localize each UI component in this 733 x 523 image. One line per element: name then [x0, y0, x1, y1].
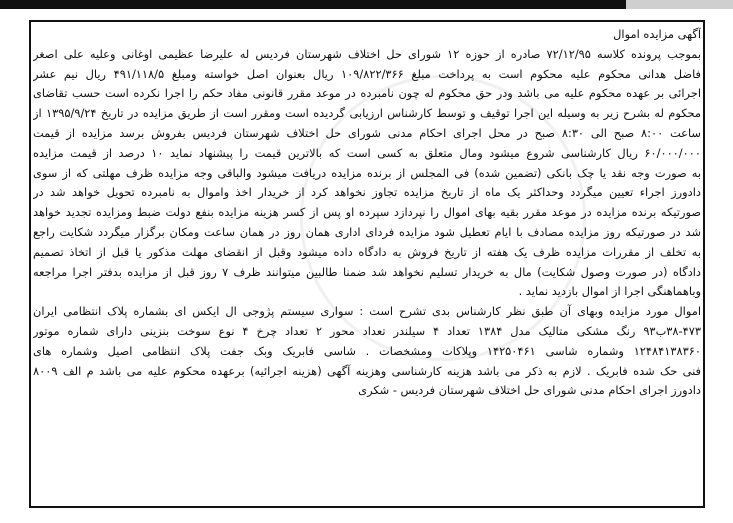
notice-line: بموجب پرونده کلاسه ۷۲/۱۲/۹۵ صادره از حوزه ۱۲ شورای حل اختلاف شهرستان فردیس له علیرضا عظیمی اوغانی وعلیه علی اصغر [33, 46, 701, 61]
notice-line: محکوم له بشرح زیر به وسیله این اجرا توقیف و توسط کارشناس ارزیابی گردیده است ومقرر است از طریق مزایده در تاریخ ۱۳۹۵/۹/۲۴ از [33, 106, 701, 121]
notice-line: ۶۰/۰۰۰/۰۰۰ ریال کارشناسی شروع میشود ومال متعلق به کسی است که بالاترین قیمت را پیشنهاد نماید ۱۰ درصد از قیمت مزایده [33, 145, 701, 160]
notice-line: به صورت وجه نقد یا چک بانکی (تضمین شده) فی المجلس از برنده مزایده دریافت میشود والباقی وجه مزایده ظرف مهلتی که از سوی [33, 165, 701, 180]
notice-line: فاضل هدانی محکوم علیه محکوم است به پرداخت مبلغ ۱۰۹/۸۲۲/۳۶۶ ریال بعنوان اصل خواسته ومبلغ ۴۹۱/۱۱۸/۵ ریال نیم عشر [33, 66, 701, 81]
notice-line: اموال مورد مزایده وبهای آن طبق نظر کارشناس بدی تشرح است : سواری سیستم پژوجی ال ایکس ای بشماره پلاک انتظامی ایران [33, 304, 701, 319]
notice-line: وباهماهنگی اجرا از اموال بازدید نماید . [518, 284, 701, 299]
notice-line: ساعت ۸:۰۰ صبح الی ۸:۳۰ صبح در محل اجرای احکام مدنی شورای حل اختلاف شهرستان فردیس بفروش برسد مزایده از قیمت [33, 125, 701, 140]
notice-line: اجرائی بر عهده محکوم علیه می باشد ودر حق محکوم له چون نامبرده در موعد مقرر قانونی مفاد حکم را اجرا نکرده است حسب تقاضای [33, 86, 701, 101]
notice-title: آگهی مزایده اموال [613, 27, 701, 41]
notice-line: ۳۸-۴۷۳ب۹۳ رنگ مشکی متالیک مدل ۱۳۸۴ تعداد ۴ سیلندر تعداد محور ۲ تعداد چرخ ۴ نوع سوخت بنزینی دارای شماره موتور [33, 323, 701, 338]
notice-body [33, 25, 701, 401]
notice-line: ۱۲۴۸۴۱۳۸۳۶۰ وشماره شاسی ۱۴۲۵۰۴۶۱ وپلاکات ومشخصات . شاسی فابریک وبک جفت پلاک انتظامی اصیل وشماره های [33, 343, 701, 358]
notice-line: شد در صورتیکه روز مزایده مصادف با ایام تعطیل شود مزایده فردای اداری همان روز در همان ساعت ومکان برگزار میگردد شکایت راجع [33, 224, 701, 239]
notice-line: به تخلف از مقررات مزایده ظرف یک هفته از تاریخ فروش به دادگاه داده میشود وقبل از انقضای مهلت مذکور یا قبل از اتخاذ تصمیم [33, 244, 701, 259]
top-rule-grey [626, 0, 733, 9]
notice-line: صورتیکه برنده مزایده در موعد مقرر بقیه بهای اموال را نپردازد سپرده او پس از کسر هزینه مزایده بنفع دولت ضبط ومزایده تجدید خواهد [33, 205, 701, 220]
top-rule-black [0, 0, 626, 9]
top-rule [0, 0, 733, 16]
notice-line: دادورز اجراء تعیین میگردد وحداکثر یک ماه از تاریخ مزایده تجاوز نخواهد کرد از خریدار اخذ واموال به نامبرده تحویل خواهد شد در [33, 185, 701, 200]
notice-signature: دادورز اجرای احکام مدنی شورای حل اختلاف شهرستان فردیس - شکری [358, 383, 701, 398]
notice-line: دادگاه (در صورت وصول شکایت) مال به خریدار تسلیم نخواهد شد ضمنا طالبین میتوانند ظرف ۷ روز قبل از مزایده بدفتر اجرا مراجعه [33, 264, 701, 279]
notice-line: فنی حک شده فابریک . لازم به ذکر می باشد هزینه کارشناسی وهزینه آگهی (هزینه اجرائیه) برعهده محکوم علیه می باشد م الف ۸۰۰۹ [33, 363, 701, 378]
